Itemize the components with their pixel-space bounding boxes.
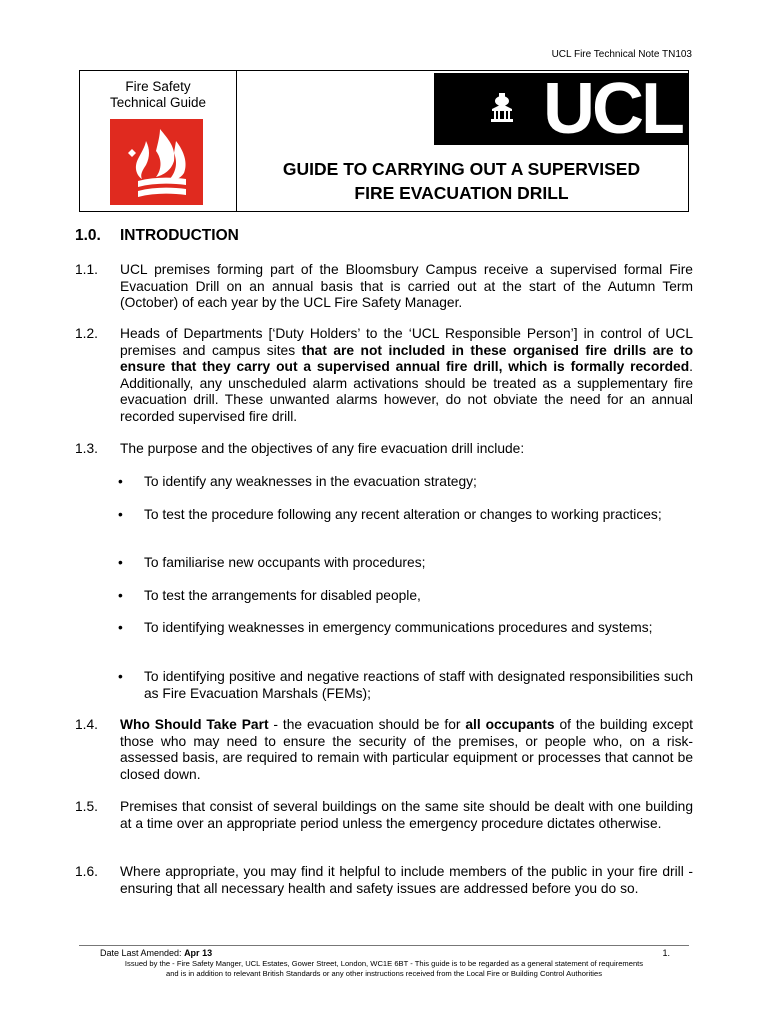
bullet-text: To test the procedure following any recent alteration or changes to working practices; — [144, 507, 662, 522]
bullet-item — [118, 620, 693, 637]
date-amended-label: Date Last Amended: — [100, 948, 185, 958]
paragraph-text-bold-2: all occupants — [465, 717, 555, 732]
footer-issued-note — [40, 959, 728, 979]
bullet-text: To identifying positive and negative reactions of staff with designated responsibilities such as Fire Evacuation Marshals (FEMs); — [144, 669, 693, 701]
page-number: 1. — [662, 948, 670, 958]
paragraph-text-plain-end: . Additionally, any unscheduled alarm activations should be treated as a supplementary fire evacuation drill. These unwanted alarms however, do not obviate the need for an annual recorded supervised fire drill. — [120, 359, 693, 424]
bullet-text: To identifying weaknesses in emergency communications procedures and systems; — [144, 620, 653, 635]
paragraph-text-plain: Heads of Departments [‘Duty Holders’ to the ‘UCL Responsible Person’] in control of UCL premises and campus sites — [120, 326, 693, 358]
section-title: INTRODUCTION — [120, 227, 239, 244]
technical-note-label: UCL Fire Technical Note TN103 — [551, 49, 692, 60]
ucl-portico-icon — [490, 93, 514, 123]
bullet-marker: • — [118, 669, 123, 684]
paragraph-text: The purpose and the objectives of any fire evacuation drill include: — [120, 441, 525, 456]
paragraph-1-6 — [75, 864, 693, 897]
bullet-marker: • — [118, 588, 123, 603]
guide-label-line2: Technical Guide — [109, 95, 207, 110]
header-box — [79, 70, 689, 212]
bullet-marker: • — [118, 620, 123, 635]
document-title-line2: FIRE EVACUATION DRILL — [354, 183, 569, 203]
guide-label-line1: Fire Safety — [125, 79, 191, 94]
ucl-logo — [434, 69, 688, 149]
paragraph-number: 1.2. — [75, 326, 99, 341]
paragraph-text — [120, 717, 693, 783]
fire-safety-sign-icon — [110, 119, 203, 205]
document-title-line1: GUIDE TO CARRYING OUT A SUPERVISED — [282, 159, 641, 179]
footer-issued-line1: Issued by the - Fire Safety Manger, UCL Estates, Gower Street, London, WC1E 6BT - This guide is to be regarded as a general statement of requirements — [124, 959, 644, 968]
paragraph-number: 1.6. — [75, 864, 99, 879]
paragraph-1-2 — [75, 326, 693, 425]
bullet-text: To test the arrangements for disabled people, — [144, 588, 421, 603]
bullet-item — [118, 555, 693, 572]
bullet-marker: • — [118, 474, 123, 489]
bullet-text: To identify any weaknesses in the evacuation strategy; — [144, 474, 477, 489]
ucl-logo-text: UCL — [543, 69, 682, 149]
paragraph-text — [120, 326, 693, 425]
section-number: 1.0. — [75, 227, 101, 244]
paragraph-1-1 — [75, 262, 693, 312]
paragraph-number: 1.3. — [75, 441, 99, 456]
bullet-marker: • — [118, 555, 123, 570]
paragraph-text-bold: that are not included in these organised fire drills are to ensure that they carry out a supervised annual fire drill, which is formally recorded — [120, 342, 693, 374]
section-heading — [75, 227, 239, 245]
footer-amended-row — [100, 948, 670, 958]
bullet-item — [118, 669, 693, 702]
paragraph-number: 1.4. — [75, 717, 99, 732]
footer-divider — [79, 945, 689, 946]
paragraph-1-4 — [75, 717, 693, 783]
bullet-text: To familiarise new occupants with procedures; — [144, 555, 426, 570]
bullet-item — [118, 588, 693, 605]
bullet-marker: • — [118, 507, 123, 522]
header-left-panel — [80, 71, 237, 211]
paragraph-text: UCL premises forming part of the Bloomsbury Campus receive a supervised formal Fire Evacuation Drill on an annual basis that is carried out at the start of the Autumn Term (October) of each year by the UCL Fire Safety Manager. — [120, 262, 693, 310]
date-amended-value: Apr 13 — [184, 948, 213, 958]
paragraph-text-plain: - the evacuation should be for — [268, 717, 466, 732]
guide-label — [80, 79, 236, 111]
bullet-item — [118, 474, 693, 491]
paragraph-text: Where appropriate, you may find it helpful to include members of the public in your fire drill - ensuring that all necessary health and safety issues are addressed before you do so. — [120, 864, 693, 896]
paragraph-1-5 — [75, 799, 693, 832]
bullet-item — [118, 507, 693, 524]
paragraph-number: 1.5. — [75, 799, 99, 814]
document-title — [237, 157, 686, 205]
paragraph-number: 1.1. — [75, 262, 99, 277]
paragraph-text: Premises that consist of several buildings on the same site should be dealt with one building at a time over an appropriate period unless the emergency procedure dictates otherwise. — [120, 799, 693, 831]
paragraph-text-plain-end: of the building except those who may need to ensure the security of the premises, or people who, on a risk-assessed basis, are required to remain with particular equipment or processes that cannot be closed down. — [120, 717, 694, 782]
paragraph-text-bold: Who Should Take Part — [120, 717, 269, 732]
paragraph-1-3 — [75, 441, 693, 458]
footer-issued-line2: and is in addition to relevant British Standards or any other instructions received from the Local Fire or Building Control Authorities — [165, 969, 603, 978]
